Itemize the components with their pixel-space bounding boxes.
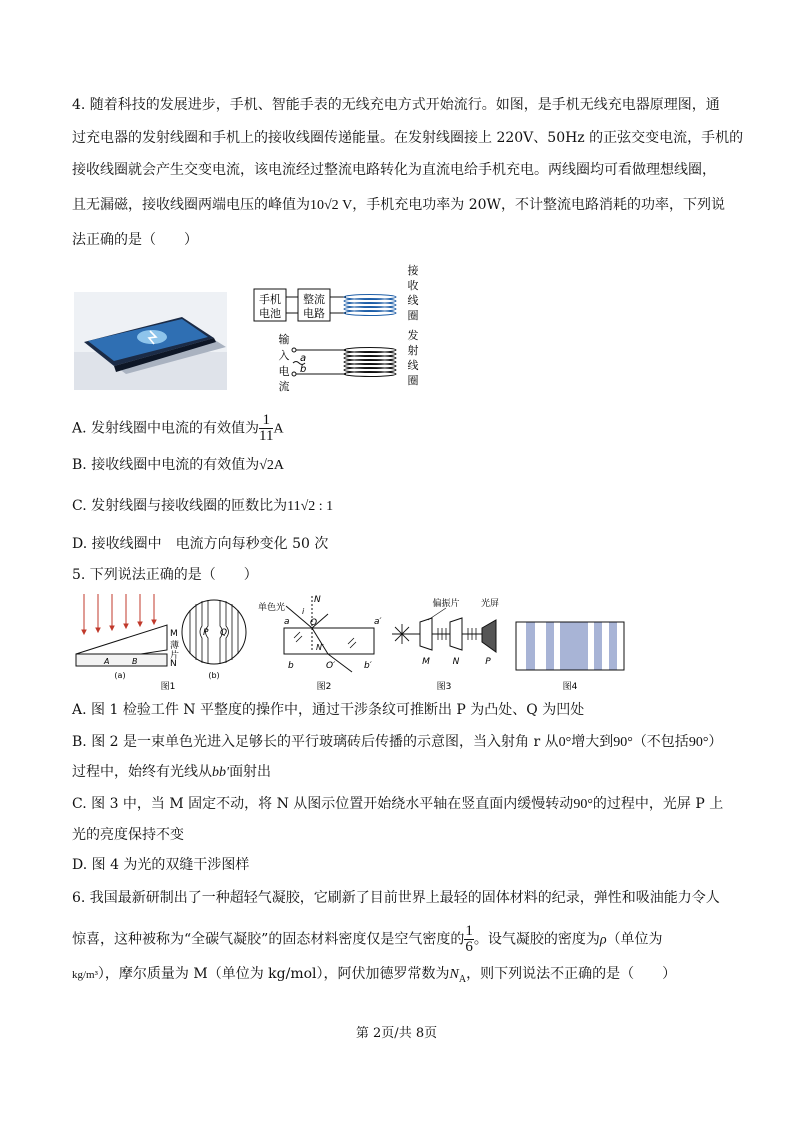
q5-b-angle-90: 90° xyxy=(613,735,633,750)
fig1-A: A xyxy=(104,657,110,666)
q5-option-c-line-1 xyxy=(72,795,732,814)
receive-coil-label-3: 线 xyxy=(407,294,419,307)
q4-line-4b: ，手机充电功率为 20W，不计整流电路消耗的功率，下列说 xyxy=(352,197,725,213)
fig2-N: N xyxy=(314,595,321,605)
q4-voltage-peak: 10√2 V xyxy=(310,198,353,213)
fig2-b: b xyxy=(288,661,294,671)
fig3-screen: 光屏 xyxy=(480,599,500,609)
input-label-2: 入 xyxy=(278,349,290,362)
q6-line-3b: ，则下列说法不正确的是（ ） xyxy=(466,966,677,982)
q5-b-angle-0: 0° xyxy=(558,735,572,750)
q5-option-c-line-2: 光的亮度保持不变 xyxy=(72,827,184,843)
fig3-M: M xyxy=(422,657,430,667)
fig2-O2: O′ xyxy=(326,661,336,671)
fig3-N: N xyxy=(452,657,460,667)
fig4-caption: 图4 xyxy=(562,682,578,692)
input-label-3: 电 xyxy=(278,365,290,378)
wireless-charger-photo xyxy=(74,292,227,390)
q6-line-1: 6. 我国最新研制出了一种超轻气凝胶，它刷新了目前世界上最轻的固体材料的纪录，弹性和吸油能力令人 xyxy=(72,890,720,906)
fig3-P: P xyxy=(485,657,491,667)
q6-line-2 xyxy=(72,924,732,955)
fraction-numerator: 1 xyxy=(259,413,273,429)
q4-line-4a: 且无漏磁，接收线圈两端电压的峰值为 xyxy=(72,197,310,213)
terminal-a-label: a xyxy=(300,353,307,364)
battery-label-1: 手机 xyxy=(259,293,281,306)
receive-coil xyxy=(344,295,396,316)
fig1-thin-1: 薄 xyxy=(170,641,180,651)
q6-avogadro: N xyxy=(449,967,459,982)
fig1-b: (b) xyxy=(208,671,220,680)
fig3-caption: 图3 xyxy=(436,682,452,692)
q4-line-3: 接收线圈就会产生交变电流，该电流经过整流电路转化为直流电给手机充电。两线圈均可看做理想线圈， xyxy=(72,162,716,178)
fig3-polarizer: 偏振片 xyxy=(432,599,460,609)
q6-line-2a: 惊喜，这种被称为“全碳气凝胶”的固态材料密度仅是空气密度的 xyxy=(72,931,465,948)
figure-1 xyxy=(72,592,252,692)
q5-b-text-2: 增大到 xyxy=(571,734,614,750)
q6-fraction xyxy=(464,924,474,955)
q4-line-2: 过充电器的发射线圈和手机上的接收线圈传递能量。在发射线圈接上 220V、50Hz 的正弦交变电流，手机的 xyxy=(72,130,744,146)
q5-c-text-1: C. 图 3 中，当 M 固定不动，将 N 从图示位置开始绕水平轴在竖直面内缓慢转动 xyxy=(72,796,574,812)
fig2-a2: a′ xyxy=(374,617,382,627)
q4-option-a-fraction xyxy=(259,413,273,444)
q5-b-text-4: ） xyxy=(708,734,723,750)
fig1-P: P xyxy=(203,628,209,638)
battery-label-2: 电池 xyxy=(259,307,281,320)
q5-stem: 5. 下列说法正确的是（ ） xyxy=(72,567,258,583)
rectifier-label-2: 电路 xyxy=(303,307,325,320)
emit-coil-label-3: 线 xyxy=(407,359,419,372)
q4-line-1: 4. 随着科技的发展进步，手机、智能手表的无线充电方式开始流行。如图，是手机无线充电器原理图，通 xyxy=(72,97,720,113)
emit-coil-label-2: 射 xyxy=(407,344,419,357)
page-footer: 第 2页/共 8页 xyxy=(355,1026,438,1041)
q4-option-b-text: B. 接收线圈中电流的有效值为 xyxy=(72,457,260,473)
q6-line-3a: ），摩尔质量为 M（单位为 kg/mol），阿伏加德罗常数为 xyxy=(97,966,450,982)
fig2-a: a xyxy=(284,617,290,627)
wireless-charger-circuit xyxy=(248,262,428,392)
fig1-B: B xyxy=(132,657,138,666)
figure-3 xyxy=(388,592,510,692)
fig1-thin-2: 片 xyxy=(170,651,180,661)
q6-avogadro-sub: A xyxy=(458,973,467,985)
q5-b-angle-90b: 90° xyxy=(688,735,709,750)
q5-b2-face: bb′ xyxy=(212,765,230,780)
q4-option-c-text: C. 发射线圈与接收线圈的匝数比为 xyxy=(72,498,288,514)
emit-coil-label-1: 发 xyxy=(407,329,419,342)
q5-b2-text-2: 面射出 xyxy=(229,764,272,780)
fraction-denominator: 6 xyxy=(465,939,473,955)
fraction-numerator: 1 xyxy=(465,923,473,939)
fig2-i: i xyxy=(302,607,305,616)
terminal-b-label: b xyxy=(300,364,307,375)
q4-option-b-math: √2A xyxy=(259,458,284,473)
receive-coil-label-1: 接 xyxy=(407,264,419,277)
fig1-a: (a) xyxy=(114,671,126,680)
fig1-N: N xyxy=(170,659,177,669)
q6-unit: kg/m³ xyxy=(72,969,98,981)
q4-option-a xyxy=(72,413,732,444)
fraction-denominator: 11 xyxy=(259,428,274,444)
figure-4 xyxy=(512,592,628,692)
q5-option-d: D. 图 4 为光的双缝干涉图样 xyxy=(72,857,250,873)
q5-c-angle: 90° xyxy=(573,797,593,812)
q5-option-a: A. 图 1 检验工件 N 平整度的操作中，通过干涉条纹可推断出 P 为凸处、Q 为凹处 xyxy=(72,702,585,718)
fig1-M: M xyxy=(170,629,178,639)
fig2-caption: 图2 xyxy=(316,682,332,692)
q5-b-text-3: （不包括 xyxy=(632,734,689,750)
q4-option-a-unit: A xyxy=(273,421,284,437)
emit-coil xyxy=(344,348,396,377)
q4-option-c-math: 11√2 : 1 xyxy=(287,499,334,514)
q4-option-d: D. 接收线圈中 电流方向每秒变化 50 次 xyxy=(72,536,329,552)
rectifier-label-1: 整流 xyxy=(303,293,325,306)
fig2-O: O xyxy=(310,618,318,628)
q4-option-b xyxy=(72,456,732,475)
q4-option-a-text: A. 发射线圈中电流的有效值为 xyxy=(72,420,260,437)
fig2-b2: b′ xyxy=(364,661,372,671)
q6-rho: ρ xyxy=(599,932,607,948)
q5-option-b-line-2 xyxy=(72,763,732,782)
q5-b-text-1: B. 图 2 是一束单色光进入足够长的平行玻璃砖后传播的示意图，当入射角 r 从 xyxy=(72,734,559,750)
q5-b2-text-1: 过程中，始终有光线从 xyxy=(72,764,212,780)
emit-coil-label-4: 圈 xyxy=(407,374,419,387)
receive-coil-label-2: 收 xyxy=(407,279,419,292)
fig2-mono: 单色光 xyxy=(258,603,286,613)
q5-option-b-line-1 xyxy=(72,733,732,752)
fig1-caption: 图1 xyxy=(160,682,176,692)
input-label-4: 流 xyxy=(278,380,290,392)
q4-line-4 xyxy=(72,196,732,215)
receive-coil-label-4: 圈 xyxy=(407,309,419,322)
figure-2 xyxy=(256,592,386,692)
fig2-N2: N′ xyxy=(316,643,324,652)
q4-option-c xyxy=(72,497,732,516)
input-label-1: 输 xyxy=(278,333,290,346)
q4-line-5: 法正确的是（ ） xyxy=(72,232,198,248)
fig1-Q: Q xyxy=(220,628,228,638)
q6-line-2c: （单位为 xyxy=(606,931,663,948)
q6-line-3 xyxy=(72,965,732,989)
q6-line-2b: 。设气凝胶的密度为 xyxy=(473,931,600,948)
q5-c-text-2: 的过程中，光屏 P 上 xyxy=(592,796,724,812)
